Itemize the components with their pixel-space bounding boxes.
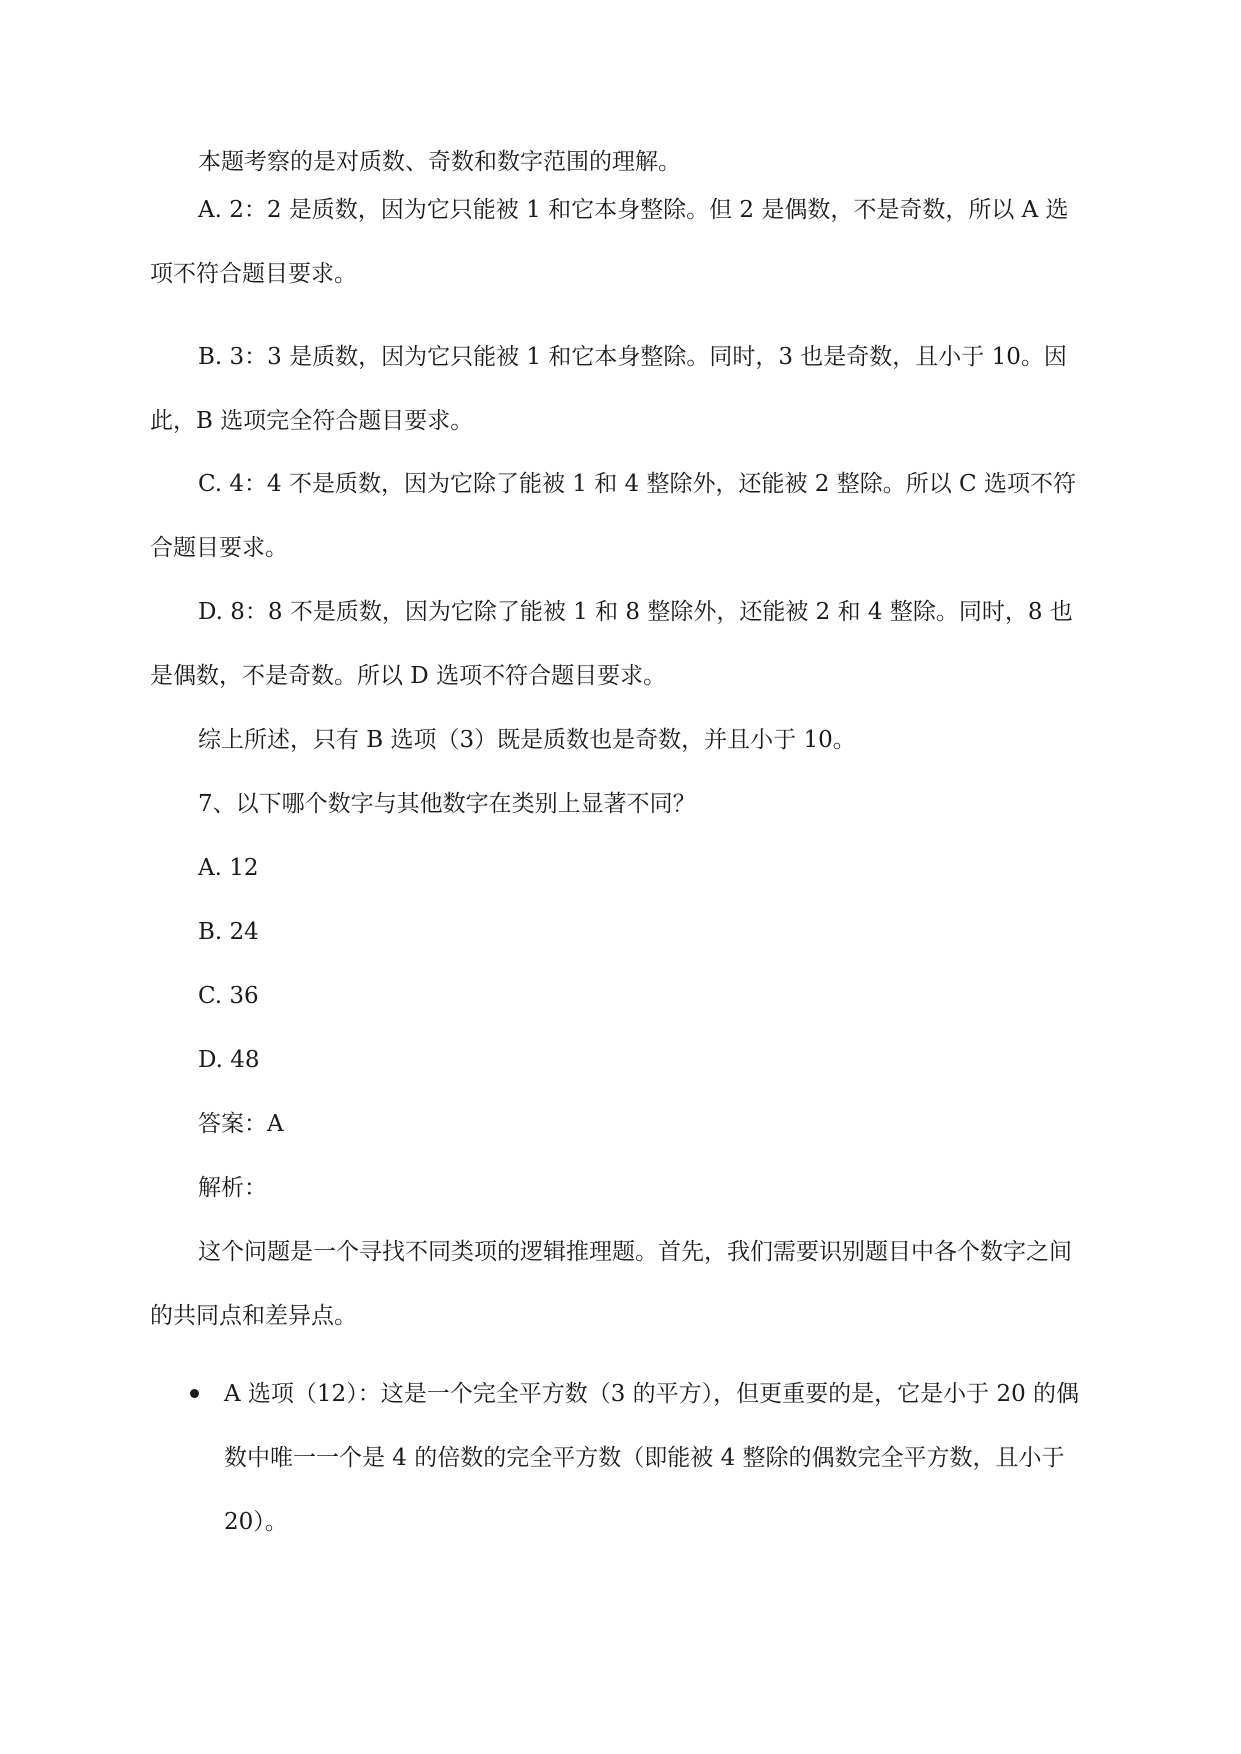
option-b: B. 24 [198,919,259,945]
intro-paragraph: 本题考察的是对质数、奇数和数字范围的理解。 [198,149,681,175]
bullet-item-text: A 选项（12）：这是一个完全平方数（3 的平方），但更重要的是，它是小于 20 的偶数中唯一一个是 4 的倍数的完全平方数（即能被 4 整除的偶数完全平方数，且小于 20）。 [224,1381,1080,1535]
analysis-option-a: A. 2：2 是质数，因为它只能被 1 和它本身整除。但 2 是偶数，不是奇数，所以 A 选项不符合题目要求。 [150,197,1069,287]
analysis-label: 解析： [198,1175,267,1201]
analysis-intro-paragraph: 这个问题是一个寻找不同类项的逻辑推理题。首先，我们需要识别题目中各个数字之间的共同点和差异点。 [150,1239,1072,1329]
analysis-option-d: D. 8：8 不是质数，因为它除了能被 1 和 8 整除外，还能被 2 和 4 整除。同时，8 也是偶数，不是奇数。所以 D 选项不符合题目要求。 [150,599,1073,689]
option-a: A. 12 [198,855,259,881]
bullet-dot-icon [190,1389,199,1398]
analysis-option-c: C. 4：4 不是质数，因为它除了能被 1 和 4 整除外，还能被 2 整除。所以 C 选项不符合题目要求。 [150,471,1076,561]
option-c: C. 36 [198,983,259,1009]
option-d: D. 48 [198,1047,260,1073]
summary-paragraph: 综上所述，只有 B 选项（3）既是质数也是奇数，并且小于 10。 [198,727,856,753]
question-7-stem: 7、以下哪个数字与其他数字在类别上显著不同？ [198,791,696,817]
answer-line: 答案：A [198,1111,284,1137]
analysis-option-b: B. 3：3 是质数，因为它只能被 1 和它本身整除。同时，3 也是奇数，且小于 10。因此，B 选项完全符合题目要求。 [150,344,1067,434]
